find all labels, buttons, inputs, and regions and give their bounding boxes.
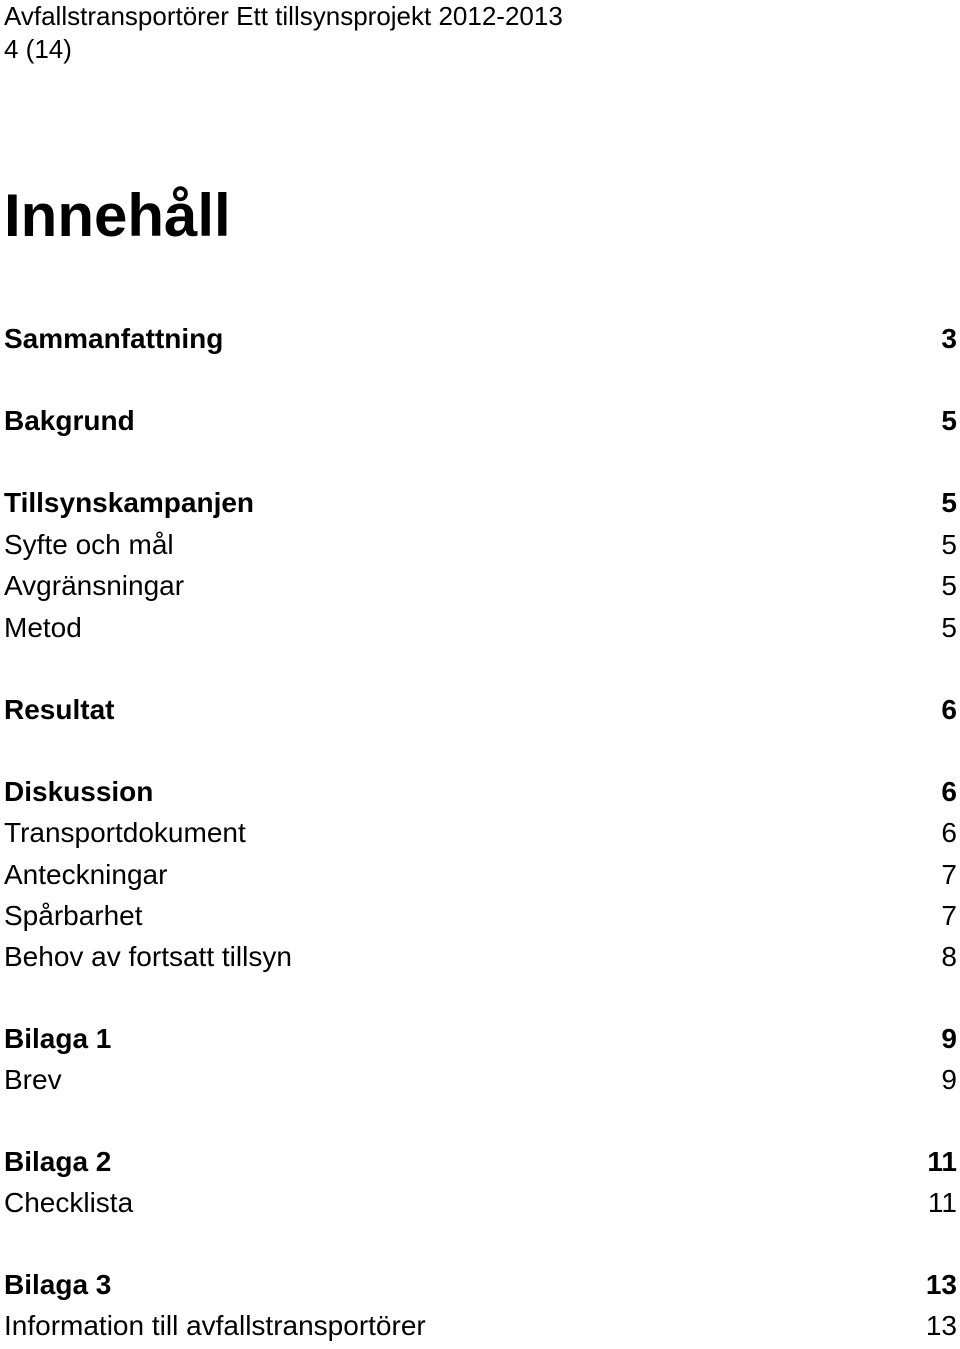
toc-label: Behov av fortsatt tillsyn xyxy=(4,941,292,972)
toc-page: 7 xyxy=(941,859,957,890)
document-title: Avfallstransportörer Ett tillsynsprojekt 2012-2013 xyxy=(4,1,563,31)
toc-label: Spårbarhet xyxy=(4,900,143,931)
toc-label: Anteckningar xyxy=(4,859,168,890)
toc-page: 6 xyxy=(941,817,957,848)
toc-entry-bakgrund[interactable] xyxy=(4,401,957,441)
toc-label: Sammanfattning xyxy=(4,323,224,354)
toc-entry-bilaga-3[interactable] xyxy=(4,1265,957,1305)
toc-entry-sparbarhet[interactable] xyxy=(4,896,957,936)
toc-entry-bilaga-2[interactable] xyxy=(4,1142,957,1182)
toc-label: Brev xyxy=(4,1064,62,1095)
toc-label: Bilaga 2 xyxy=(4,1146,112,1177)
toc-entry-sammanfattning[interactable] xyxy=(4,319,957,359)
toc-label: Tillsynskampanjen xyxy=(4,487,255,518)
toc-label: Information till avfallstransportörer xyxy=(4,1310,426,1341)
toc-label: Checklista xyxy=(4,1187,134,1218)
toc-label: Diskussion xyxy=(4,776,154,807)
toc-page: 6 xyxy=(941,694,957,725)
toc-label: Metod xyxy=(4,612,82,643)
toc-entry-metod[interactable] xyxy=(4,608,957,648)
toc-entry-behov-av-fortsatt-tillsyn[interactable] xyxy=(4,937,957,977)
page-number: 4 (14) xyxy=(4,34,72,64)
toc-page: 7 xyxy=(941,900,957,931)
toc-entry-bilaga-1[interactable] xyxy=(4,1019,957,1059)
toc-entry-avgransningar[interactable] xyxy=(4,566,957,606)
toc-page: 9 xyxy=(941,1023,957,1054)
toc-label: Bilaga 1 xyxy=(4,1023,112,1054)
toc-page: 11 xyxy=(927,1146,957,1177)
toc-page: 9 xyxy=(941,1064,957,1095)
toc-page: 5 xyxy=(941,487,957,518)
toc-entry-transportdokument[interactable] xyxy=(4,813,957,853)
page-title: Innehåll xyxy=(4,182,231,249)
toc-page: 13 xyxy=(925,1310,957,1341)
toc-entry-information-till-avfallstransportorer[interactable] xyxy=(4,1306,957,1346)
toc-label: Avgränsningar xyxy=(4,570,185,601)
toc-page: 5 xyxy=(941,570,957,601)
toc-page: 5 xyxy=(941,529,957,560)
toc-entry-diskussion[interactable] xyxy=(4,772,957,812)
toc-page: 5 xyxy=(941,405,957,436)
toc-page: 3 xyxy=(941,323,957,354)
toc-page: 6 xyxy=(941,776,957,807)
toc-label: Transportdokument xyxy=(4,817,246,848)
toc-label: Resultat xyxy=(4,694,115,725)
toc-entry-tillsynskampanjen[interactable] xyxy=(4,483,957,523)
toc-page: 13 xyxy=(925,1269,957,1300)
toc-entry-checklista[interactable] xyxy=(4,1183,957,1223)
toc-label: Syfte och mål xyxy=(4,529,174,560)
toc-page: 8 xyxy=(941,941,957,972)
page-header xyxy=(4,0,563,66)
toc-label: Bilaga 3 xyxy=(4,1269,112,1300)
toc-entry-brev[interactable] xyxy=(4,1060,957,1100)
toc-page: 5 xyxy=(941,612,957,643)
toc-entry-resultat[interactable] xyxy=(4,690,957,730)
toc-page: 11 xyxy=(927,1187,957,1218)
toc-entry-anteckningar[interactable] xyxy=(4,855,957,895)
toc-entry-syfte-och-mal[interactable] xyxy=(4,525,957,565)
toc-label: Bakgrund xyxy=(4,405,135,436)
